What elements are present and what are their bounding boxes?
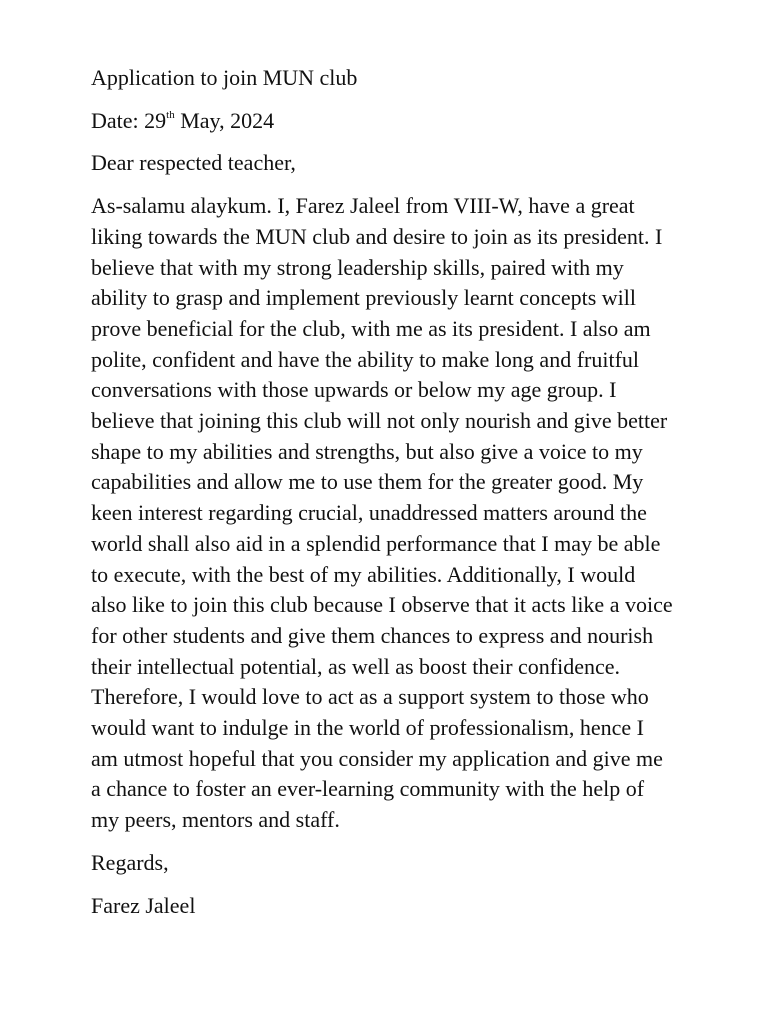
body-line: capabilities and allow me to use them for the greater good. My — [91, 469, 644, 495]
body-line: liking towards the MUN club and desire to join as its president. I — [91, 223, 663, 249]
body-line: believe that joining this club will not only nourish and give better — [91, 408, 668, 434]
letter-body — [91, 191, 697, 836]
body-line: keen interest regarding crucial, unaddressed matters around the — [91, 500, 647, 526]
date-suffix: May, 2024 — [174, 107, 275, 133]
body-line: also like to join this club because I observe that it acts like a voice — [91, 592, 673, 618]
signature-name: Farez Jaleel — [91, 892, 196, 918]
letter-closing: Regards, — [91, 849, 169, 875]
date-prefix: Date: 29 — [91, 107, 167, 133]
body-line: polite, confident and have the ability to make long and fruitful — [91, 346, 640, 372]
body-line: to execute, with the best of my abilities. Additionally, I would — [91, 561, 636, 587]
letter-content — [91, 63, 697, 921]
body-line: As-salamu alaykum. I, Farez Jaleel from VIII-W, have a great — [91, 193, 635, 219]
date-superscript: th — [166, 108, 175, 121]
body-line: my peers, mentors and staff. — [91, 807, 340, 833]
letter-date — [91, 106, 697, 137]
body-line: shape to my abilities and strengths, but also give a voice to my — [91, 438, 643, 464]
letter-salutation: Dear respected teacher, — [91, 150, 296, 176]
body-line: their intellectual potential, as well as boost their confidence. — [91, 653, 621, 679]
body-line: conversations with those upwards or below my age group. I — [91, 377, 617, 403]
body-line: would want to indulge in the world of professionalism, hence I — [91, 715, 644, 741]
letter-subject: Application to join MUN club — [91, 65, 358, 90]
body-line: ability to grasp and implement previously learnt concepts will — [91, 285, 636, 311]
body-line: am utmost hopeful that you consider my application and give me — [91, 745, 663, 771]
body-line: for other students and give them chances to express and nourish — [91, 622, 654, 648]
body-line: Therefore, I would love to act as a support system to those who — [91, 684, 649, 710]
body-line: world shall also aid in a splendid performance that I may be able — [91, 530, 661, 556]
body-line: prove beneficial for the club, with me as its president. I also am — [91, 315, 651, 341]
body-line: a chance to foster an ever-learning community with the help of — [91, 776, 645, 802]
body-line: believe that with my strong leadership skills, paired with my — [91, 254, 624, 280]
